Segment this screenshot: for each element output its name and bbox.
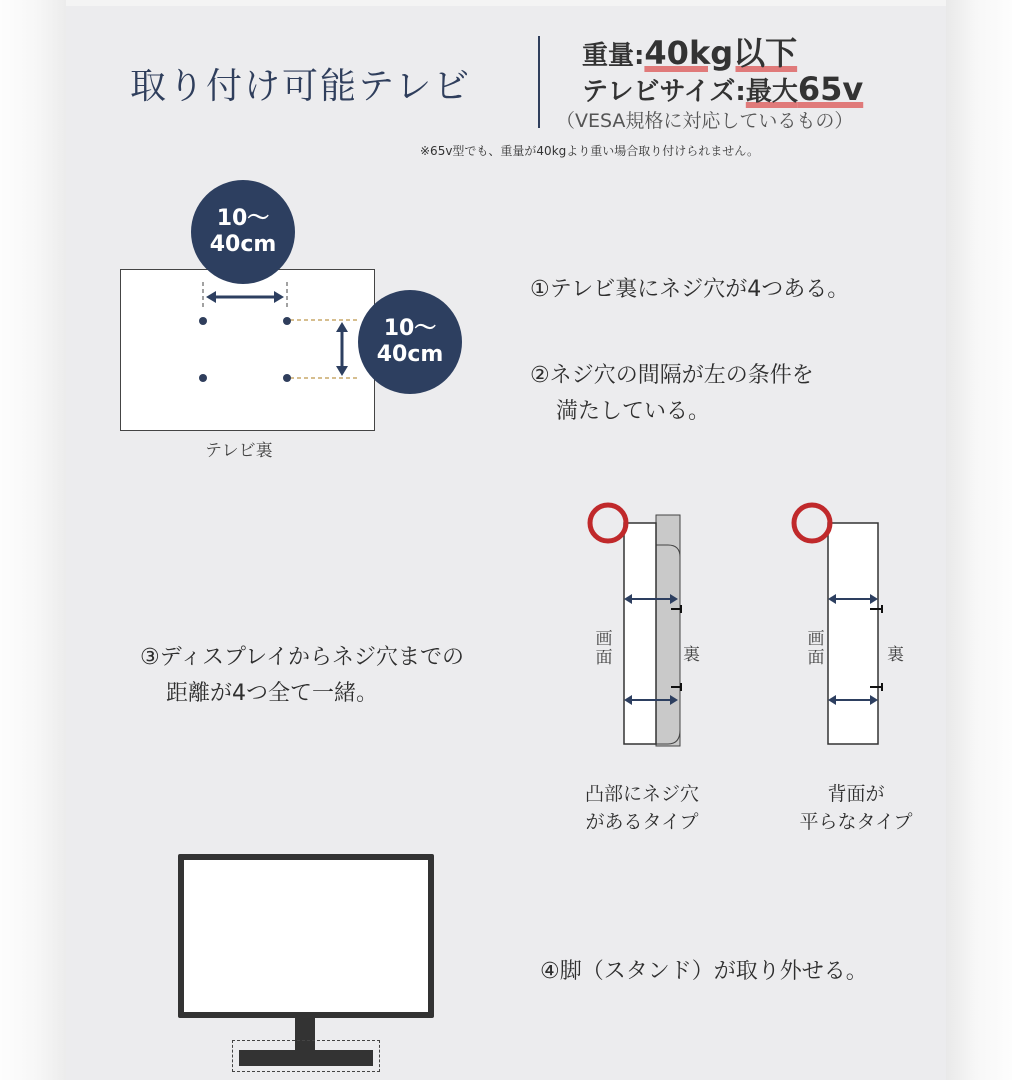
left-margin [0,0,66,1080]
screen-label: 画面 [807,629,825,668]
vertical-spacing-badge [358,290,462,394]
page-title: 取り付け可能テレビ [130,66,472,107]
weight-value: 40kg以下 [644,34,798,72]
ok-circle-icon [794,505,830,541]
convex-screen [624,523,656,744]
right-margin [946,0,1012,1080]
tv-screen [184,860,428,1012]
tv-back-caption: テレビ裏 [205,441,273,461]
weight-spec [582,28,797,74]
ok-circle-icon [590,505,626,541]
badge-text: 40cm [376,342,444,367]
screw-hole [199,374,207,382]
badge-text: 40cm [209,232,277,257]
weight-warning-note: ※65v型でも、重量が40kgより重い場合取り付けられません。 [420,144,759,158]
condition-4: ④脚（スタンド）が取り外せる。 [540,959,868,984]
back-label: 裏 [683,645,700,665]
condition-2-line2: 満たしている。 [556,399,711,424]
title-divider [538,36,540,128]
vesa-note: （VESA規格に対応しているもの） [556,110,854,132]
condition-2-line1: ②ネジ穴の間隔が左の条件を [530,363,814,388]
screw-hole [283,317,291,325]
condition-3-line1: ③ディスプレイからネジ穴までの [140,645,464,670]
size-spec [582,70,863,108]
caption-line: 凸部にネジ穴 [584,783,699,805]
side-view-diagrams [580,495,920,755]
badge-text: 10〜 [216,206,270,231]
caption-line: 平らなタイプ [799,811,913,833]
badge-text: 10〜 [383,316,437,341]
back-label: 裏 [887,645,904,665]
convex-bulge [656,545,680,744]
screw-hole [283,374,291,382]
condition-1: ①テレビ裏にネジ穴が4つある。 [530,277,850,302]
condition-3-line2: 距離が4つ全て一緒。 [166,681,378,706]
caption-line: があるタイプ [585,811,699,833]
weight-label: 重量: [582,41,645,71]
screw-hole [199,317,207,325]
convex-type-caption [572,780,712,836]
caption-line: 背面が [827,783,885,805]
size-prefix: 最大 [745,77,798,107]
tv-stand-base [239,1050,373,1066]
size-label: テレビサイズ: [582,77,746,107]
tv-front-bezel [178,854,434,1018]
horizontal-spacing-badge [191,180,295,284]
screen-label: 画面 [595,629,613,668]
size-value: 65v [797,70,864,108]
flat-screen [828,523,878,744]
flat-type-caption [786,780,926,836]
